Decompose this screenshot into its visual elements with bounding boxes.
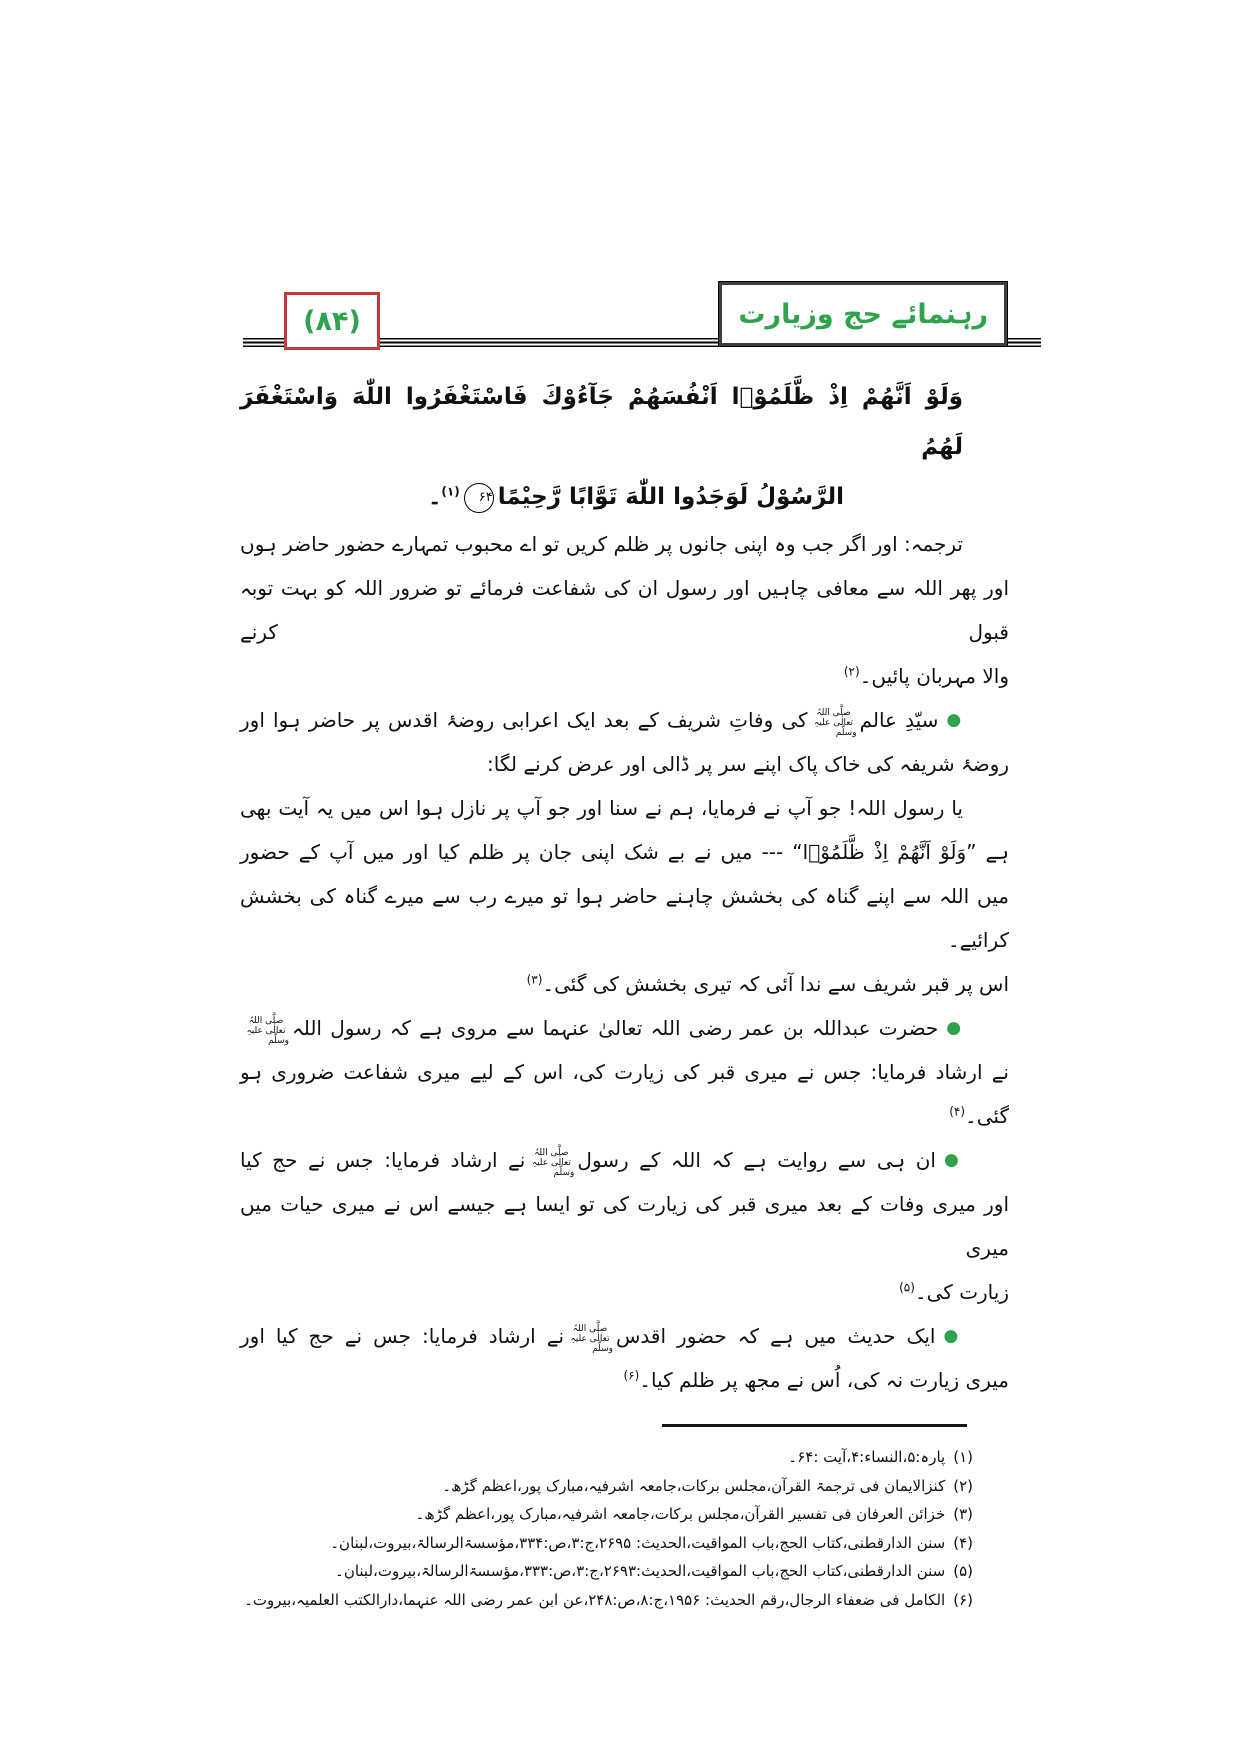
footnote-ref: (۳) <box>526 972 543 987</box>
text-line: اس پر قبر شریف سے ندا آئی کہ تیری بخشش کی گئی۔$^{(۳)}$ <box>526 972 1009 996</box>
footnote-item <box>240 1557 973 1586</box>
footnote-ref: (۶) <box>623 1368 640 1383</box>
text-line: اور پھر اللہ سے معافی چاہیں اور رسول ان کی شفاعت فرمائے تو ضرور اللہ کو بہت توبہ قبول کرنے <box>240 576 1009 644</box>
text-line: والا مہربان پائیں۔$^{(۲)}$ <box>843 664 1009 688</box>
bullet-icon: ● <box>943 1326 963 1346</box>
book-title: رہنمائے حج وزیارت <box>738 298 988 330</box>
text-line: یا رسول اللہ! جو آپ نے فرمایا، ہم نے سنا اور جو آپ پر نازل ہوا اس میں یہ آیت بھی <box>240 796 963 820</box>
verse-line: وَلَوْ اَنَّهُمْ اِذْ ظَّلَمُوْۤا اَنْفُسَهُمْ جَآءُوْكَ فَاسْتَغْفَرُوا اللّٰهَ وَاسْتَغْفَرَ لَهُمُ <box>240 384 963 460</box>
footnote-ref: (۵) <box>899 1280 915 1295</box>
text-line: میری زیارت نہ کی، اُس نے مجھ پر ظلم کیا۔$^{(۶)}$ <box>623 1368 1009 1392</box>
footnote-ref: (۴) <box>949 1104 966 1119</box>
footnote-text: خزائن العرفان فی تفسیر القرآن،مجلس برکات،جامعہ اشرفیہ،مبارک پور،اعظم گڑھ۔ <box>415 1505 946 1523</box>
footnote-item <box>240 1586 973 1615</box>
footnote-ref: (۲) <box>843 664 860 679</box>
translation-paragraph <box>240 522 1009 698</box>
body-paragraph <box>240 786 1009 1006</box>
book-title-box <box>719 282 1007 346</box>
footnote-number: (۶) <box>953 1590 973 1609</box>
footnote-number: (۴) <box>953 1533 973 1552</box>
footnote-number: (۳) <box>953 1505 973 1523</box>
honorific-mark: صلَّی اللہُ تعالٰی علیہِ وسلَّم <box>246 1016 289 1046</box>
footnote-ref: (۱) <box>441 484 460 499</box>
text-line: ہے ”وَلَوْ اَنَّهُمْ اِذْ ظَّلَمُوْۤا“ --- میں نے بے شک اپنی جان پر ظلم کیا اور میں آپ کے حضور <box>240 840 1009 864</box>
bullet-icon: ● <box>946 1018 963 1038</box>
footnotes-separator <box>662 1424 967 1427</box>
text-line: ترجمہ: اور اگر جب وہ اپنی جانوں پر ظلم کریں تو اے محبوب تمہارے حضور حاضر ہوں <box>240 532 963 556</box>
footnote-item <box>240 1443 973 1472</box>
quran-verse <box>240 372 1009 522</box>
footnote-text: پارہ:۵،النساء:۴،آیت :۶۴۔ <box>788 1448 946 1466</box>
text-line: ●ان ہی سے روایت ہے کہ اللہ کے رسولصلَّی اللہُ تعالٰی علیہِ وسلَّمنے ارشاد فرمایا: جس نے حج کیا <box>240 1148 964 1178</box>
text-line: نے ارشاد فرمایا: جس نے میری قبر کی زیارت کی، اس کے لیے میری شفاعت ضروری ہو گئی۔$^{(۴)}$ <box>240 1060 1009 1128</box>
ayah-end-marker: ۶۴ <box>464 483 494 513</box>
text-line: اور میری وفات کے بعد میری قبر کی زیارت کی تو ایسا ہے جیسے اس نے میری حیات میں میری <box>240 1192 1009 1260</box>
text-line: ●حضرت عبداللہ بن عمر رضی اللہ تعالیٰ عنہما سے مروی ہے کہ رسول اللہصلَّی اللہُ تعالٰی علیہِ وسلَّم <box>240 1006 1009 1050</box>
footnote-item <box>240 1529 973 1558</box>
page-number: (۸۴) <box>303 305 361 337</box>
text-line: ●ایک حدیث میں ہے کہ حضور اقدسصلَّی اللہُ تعالٰی علیہِ وسلَّمنے ارشاد فرمایا: جس نے حج کیا اور <box>240 1324 963 1354</box>
verse-line: الرَّسُوْلُ لَوَجَدُوا اللّٰهَ تَوَّابًا رَّحِيْمًا۶۴$^{(۱)}$۔ <box>240 472 1009 522</box>
honorific-mark: صلَّی اللہُ تعالٰی علیہِ وسلَّم <box>814 708 857 738</box>
body-paragraph <box>240 1006 1009 1138</box>
footnote-text: کنزالایمان فی ترجمۃ القرآن،مجلس برکات،جامعہ اشرفیہ،مبارک پور،اعظم گڑھ۔ <box>442 1476 946 1495</box>
body-paragraph <box>240 698 1009 786</box>
body-paragraph <box>240 1138 1009 1314</box>
text-line: میں اللہ سے اپنے گناہ کی بخشش چاہنے حاضر ہوا تو میرے رب سے میرے گناہ کی بخشش کرائیے۔ <box>240 884 1009 952</box>
text-line: روضۂ شریفہ کی خاک پاک اپنے سر پر ڈالی اور عرض کرنے لگا: <box>487 752 1009 776</box>
footnote-number: (۱) <box>953 1448 973 1466</box>
honorific-mark: صلَّی اللہُ تعالٰی علیہِ وسلَّم <box>570 1324 614 1354</box>
footnote-text: سنن الدارقطنی،کتاب الحج،باب المواقیت،الحدیث:۲۶۹۳،ج:۳،ص:۳۳۳،مؤسسۃالرسالۃ،بیروت،لبنان۔ <box>335 1562 946 1580</box>
footnotes <box>240 1443 1009 1614</box>
page-number-box <box>284 292 380 350</box>
text-line: ●سیّدِ عالمصلَّی اللہُ تعالٰی علیہِ وسلَّمکی وفاتِ شریف کے بعد ایک اعرابی روضۂ اقدس پر حاضر ہوا اور <box>240 708 963 738</box>
text-line: زیارت کی۔$^{(۵)}$ <box>899 1280 1009 1304</box>
page-content <box>240 372 1009 1614</box>
bullet-icon: ● <box>944 1150 964 1170</box>
footnote-number: (۵) <box>953 1562 973 1580</box>
footnote-item <box>240 1500 973 1529</box>
body-paragraph <box>240 1314 1009 1402</box>
honorific-mark: صلَّی اللہُ تعالٰی علیہِ وسلَّم <box>531 1148 575 1178</box>
bullet-icon: ● <box>946 710 963 730</box>
footnote-text: سنن الدارقطنی،کتاب الحج،باب المواقیت،الحدیث: ۲۶۹۵،ج:۳،ص:۳۳۴،مؤسسۃالرسالۃ،بیروت،لبنان۔ <box>330 1533 946 1552</box>
footnote-text: الکامل فی ضعفاء الرجال،رقم الحدیث: ۱۹۵۶،ج:۸،ص:۲۴۸،عن ابن عمر رضی اللہ عنہما،دارالکتب العلمیہ،بیروت۔ <box>244 1590 946 1609</box>
footnote-item <box>240 1472 973 1501</box>
verse-tail: ۔ <box>427 484 442 510</box>
footnote-number: (۲) <box>953 1476 973 1495</box>
